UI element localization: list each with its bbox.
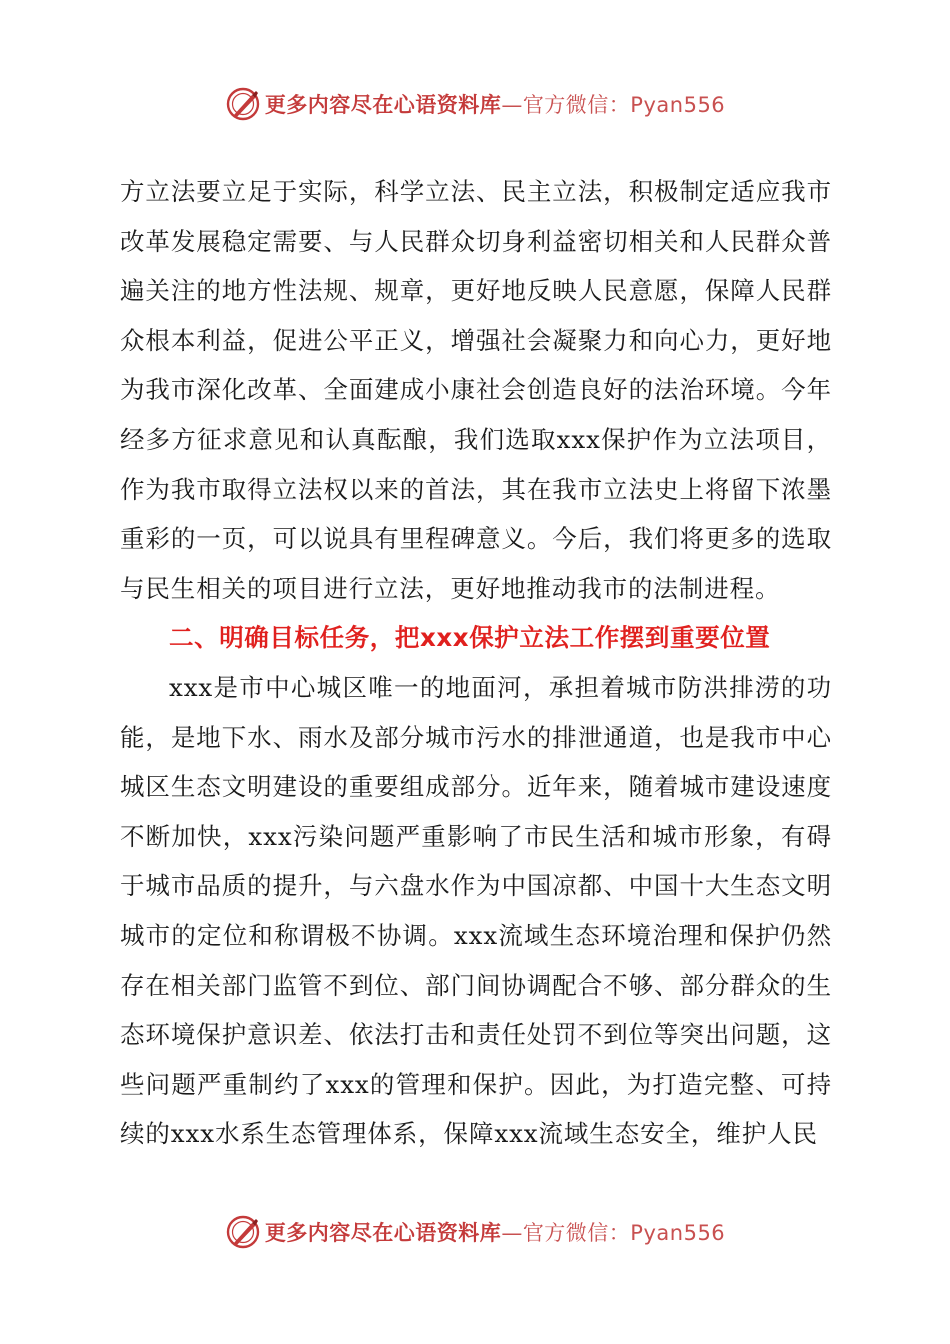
watermark-suffix: —官方微信：Pyan556 <box>501 93 726 117</box>
body-paragraph-1: 方立法要立足于实际，科学立法、民主立法，积极制定适应我市改革发展稳定需要、与人民群众切身利益密切相关和人民群众普遍关注的地方性法规、规章，更好地反映人民意愿，保障人民群众根本利益，促进公平正义，增强社会凝聚力和向心力，更好地为我市深化改革、全面建成小康社会创造良好的法治环境。今年经多方征求意见和认真酝酿，我们选取xxx保护作为立法项目，作为我市取得立法权以来的首法，其在我市立法史上将留下浓墨重彩的一页，可以说具有里程碑意义。今后，我们将更多的选取与民生相关的项目进行立法，更好地推动我市的法制进程。 <box>120 177 832 603</box>
watermark-text <box>265 1217 725 1247</box>
document-body <box>120 167 832 1159</box>
watermark-suffix: —官方微信：Pyan556 <box>501 1221 726 1245</box>
body-paragraph-2: xxx是市中心城区唯一的地面河，承担着城市防洪排涝的功能，是地下水、雨水及部分城市污水的排泄通道，也是我市中心城区生态文明建设的重要组成部分。近年来，随着城市建设速度不断加快，xxx污染问题严重影响了市民生活和城市形象，有碍于城市品质的提升，与六盘水作为中国凉都、中国十大生态文明城市的定位和称谓极不协调。xxx流域生态环境治理和保护仍然存在相关部门监管不到位、部门间协调配合不够、部分群众的生态环境保护意识差、依法打击和责任处罚不到位等突出问题，这些问题严重制约了xxx的管理和保护。因此，为打造完整、可持续的xxx水系生态管理体系，保障xxx流域生态安全，维护人民 <box>120 672 832 1149</box>
pen-seal-icon <box>225 1214 261 1250</box>
section-heading-2: 二、明确目标任务，把xxx保护立法工作摆到重要位置 <box>169 623 771 653</box>
pen-seal-icon <box>225 86 261 122</box>
watermark-prefix: 更多内容尽在心语资料库 <box>264 93 502 117</box>
watermark-prefix: 更多内容尽在心语资料库 <box>264 1221 502 1245</box>
watermark-text <box>265 89 725 119</box>
watermark-header <box>0 86 950 122</box>
watermark-footer <box>0 1214 950 1250</box>
